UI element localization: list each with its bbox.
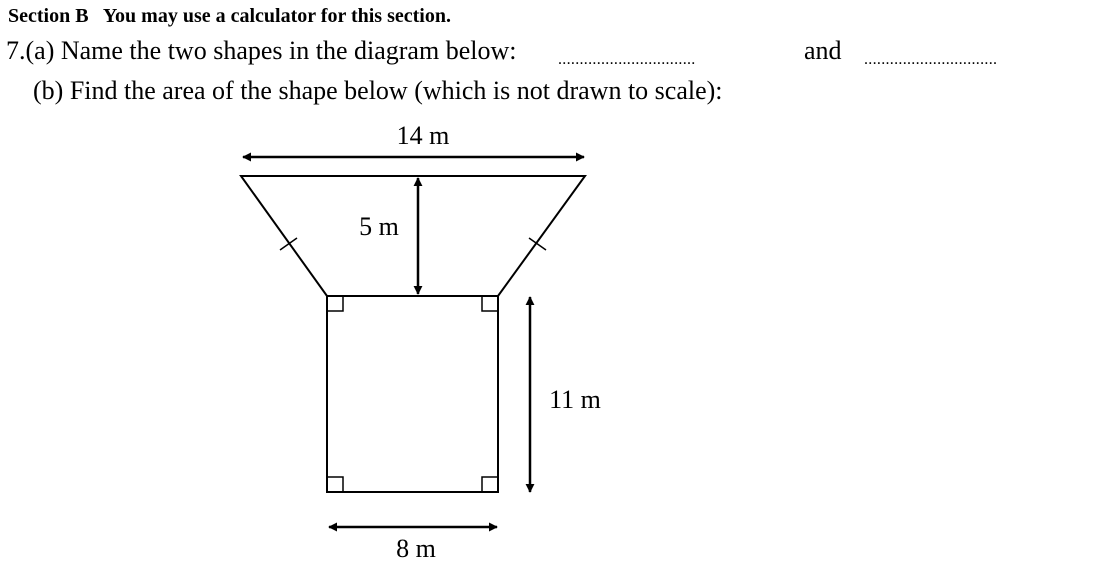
section-label: Section B xyxy=(8,5,89,27)
question-number: 7. xyxy=(6,36,26,65)
right-angle-marker-top-right xyxy=(482,296,498,311)
section-instruction: You may use a calculator for this section. xyxy=(102,5,451,27)
left-side-tick xyxy=(280,238,297,250)
right-angle-marker-bottom-right xyxy=(482,477,498,492)
bottom-width-label: 8 m xyxy=(396,534,436,563)
trapezium-shape xyxy=(241,176,585,296)
answer-blank-2[interactable]: ............................... xyxy=(864,51,998,68)
rectangle-shape xyxy=(327,296,498,492)
right-angle-marker-top-left xyxy=(327,296,343,311)
answer-blank-1[interactable]: ................................ xyxy=(558,51,696,68)
question-part-a-text: (a) Name the two shapes in the diagram below: xyxy=(25,36,517,65)
rectangle-height-label: 11 m xyxy=(549,385,601,414)
right-angle-marker-bottom-left xyxy=(327,477,343,492)
and-word: and xyxy=(804,36,842,65)
trapezium-height-label: 5 m xyxy=(359,212,399,241)
top-width-label: 14 m xyxy=(396,121,450,150)
question-7b: (b) Find the area of the shape below (which is not drawn to scale): xyxy=(33,76,723,105)
